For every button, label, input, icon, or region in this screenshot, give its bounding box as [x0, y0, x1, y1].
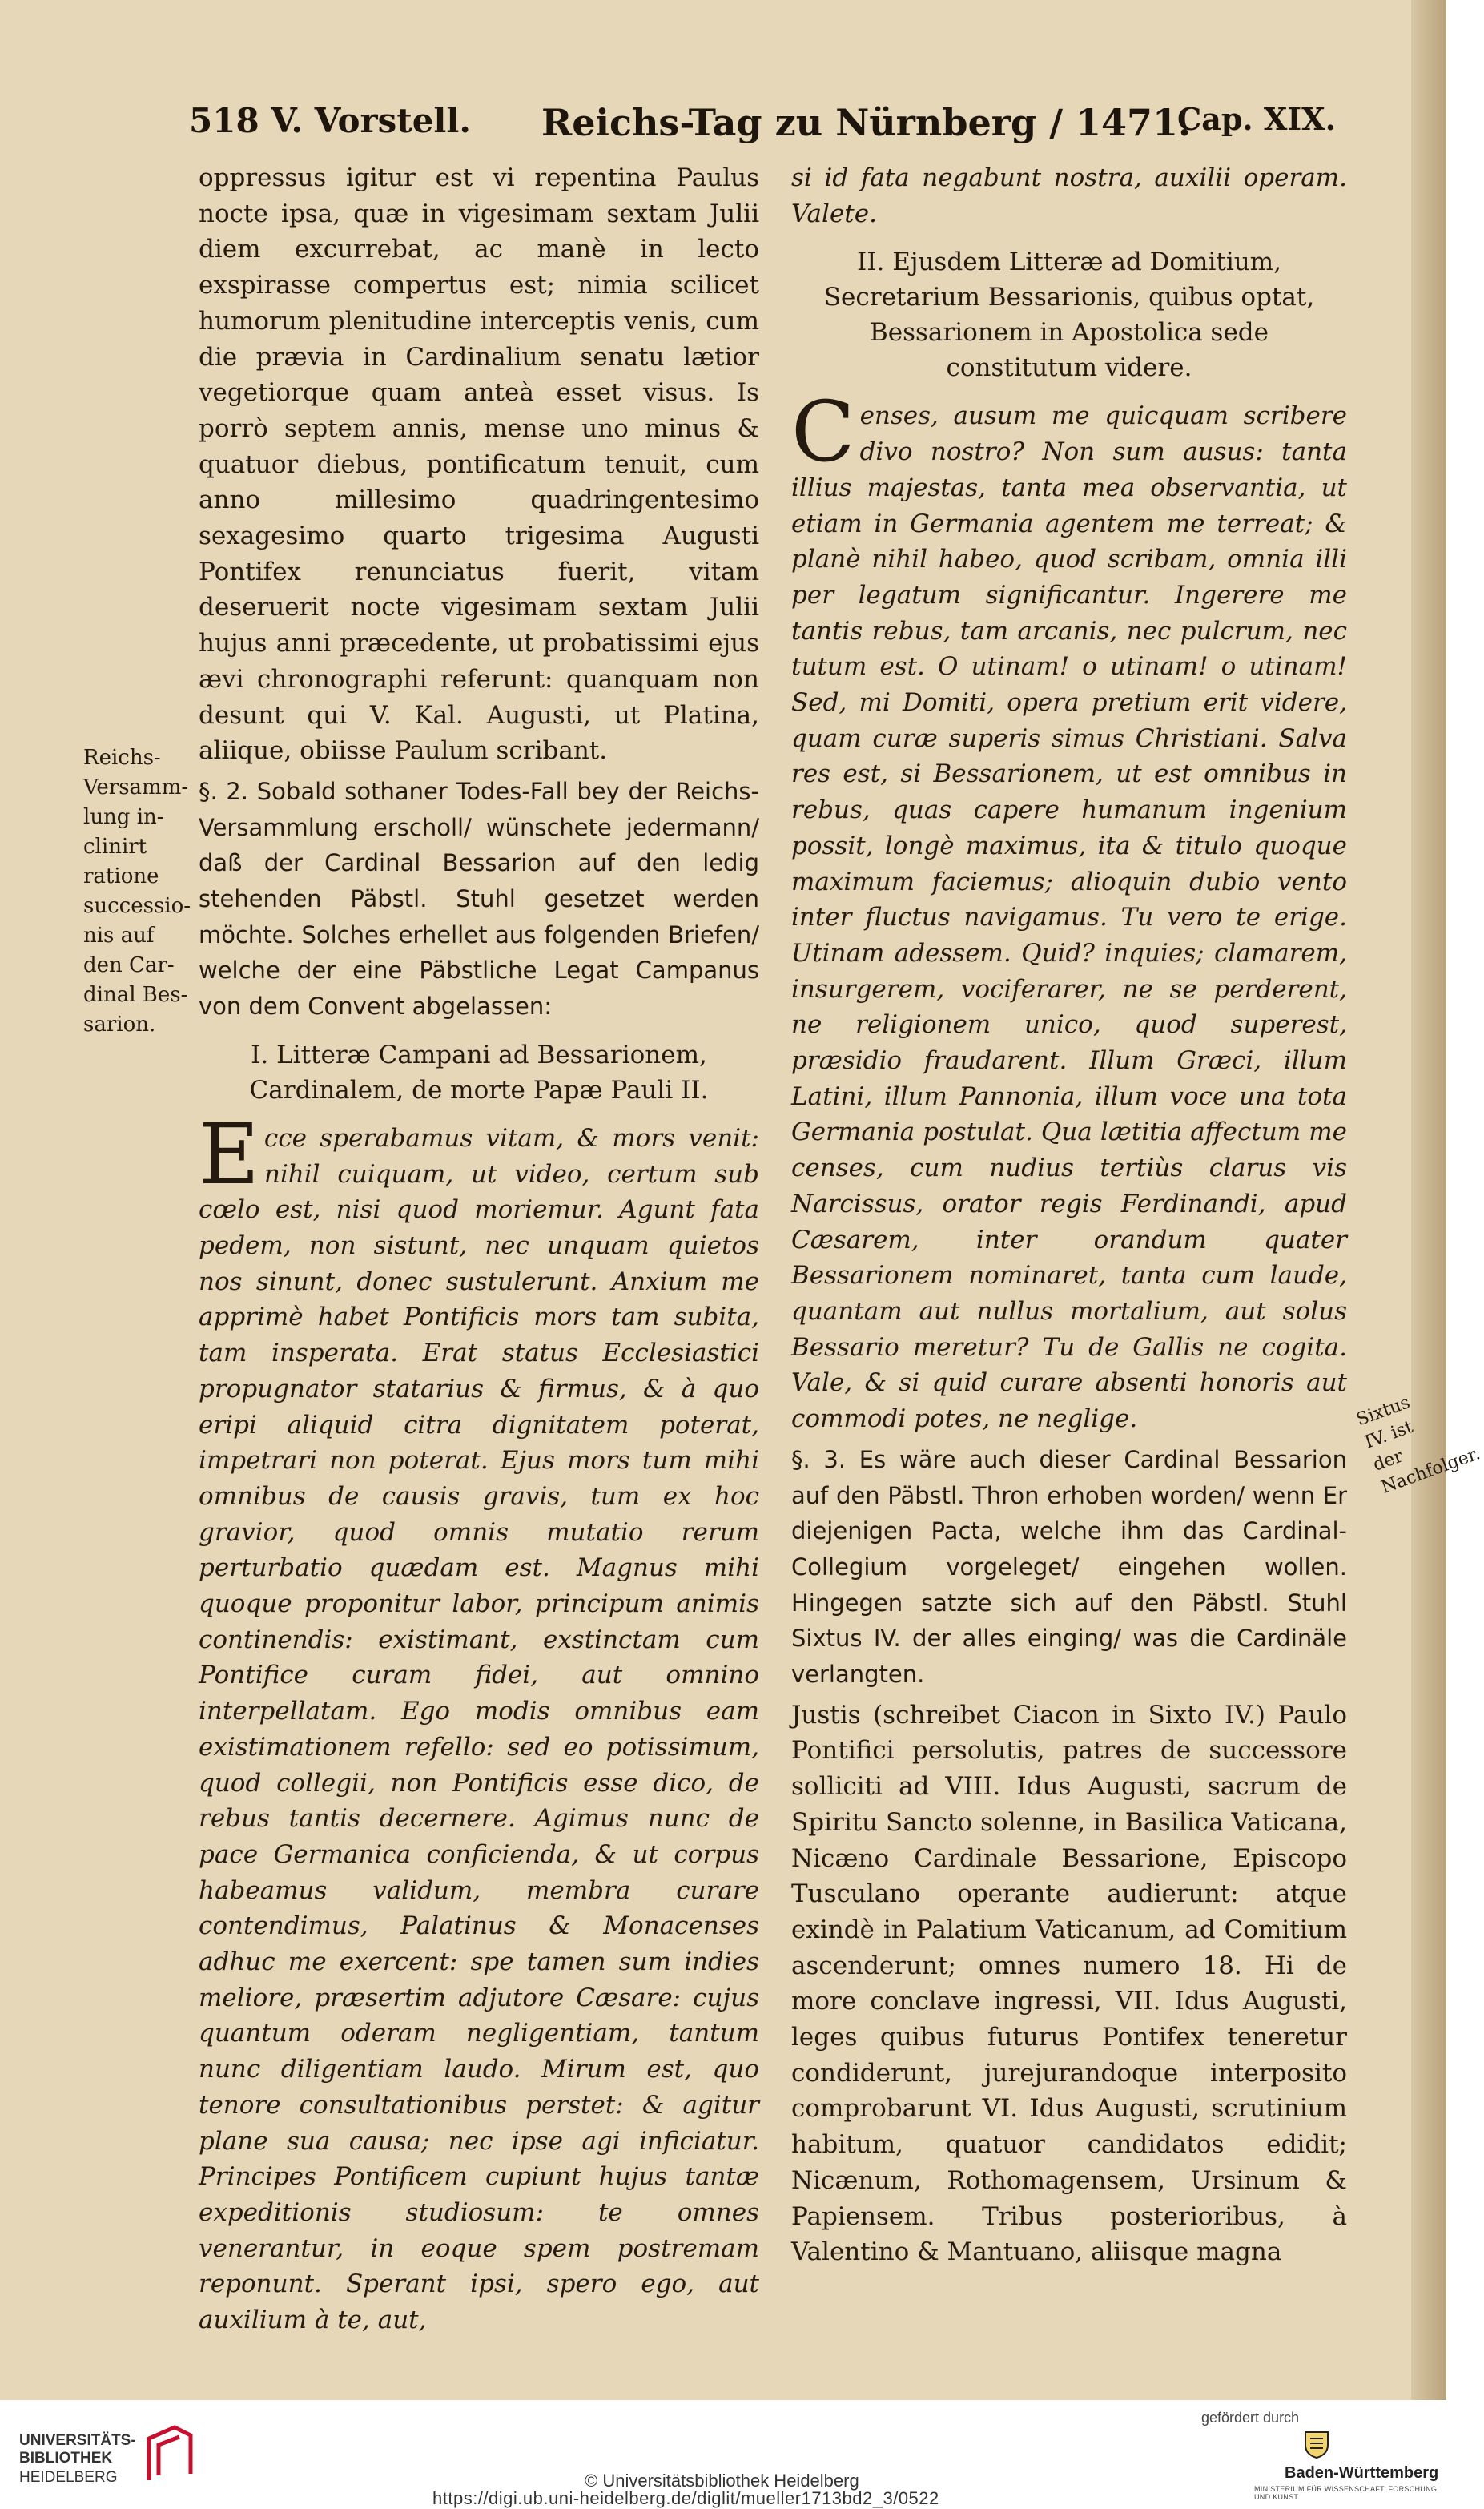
paragraph-section-2: §. 2. Sobald sothaner Todes-Fall bey der Reichs-Versammlung erscholl/ wünschete jedermann/ daß der Cardinal Bessarion auf den ledig stehenden Päbstl. Stuhl gesetzet werden möchte. Solches erhellet aus folgenden Briefen/ welche der eine Päbstliche Legat Campanus von dem Convent abgelassen: — [199, 777, 759, 1021]
letter-heading-2: II. Ejusdem Litteræ ad Domitium, Secretarium Bessarionis, quibus optat, Bessarionem in Apostolica sede constitutum videre. — [823, 248, 1315, 383]
right-margin-note: Sixtus IV. ist der Nachfolger. — [1353, 1392, 1483, 1498]
paragraph-intro: oppressus igitur est vi repentina Paulus nocte ipsa, quæ in vigesimam sextam Julii diem excurrebat, ac manè in lecto exspirasse compertus est; nimia scilicet humorum plenitudine interceptis venis, cum die prævia in Cardinalium senatu lætior vegetiorque quam anteà esset visus. Is porrò septem annis, mense uno minus & quatuor diebus, pontificatum tenuit, cum anno millesimo quadringentesimo sexagesimo quarto trigesima Augusti Pontifex renunciatus fuerit, vitam deseruerit nocte vigesimam sextam Julii hujus anni præcedente, ut probatissimi ejus ævi chronographi referunt: quanquam non desunt qui V. Kal. Augusti, ut Platina, aliique, obiisse Paulum scribant. — [199, 163, 759, 766]
copyright-text: © Universitätsbibliothek Heidelberg — [585, 2471, 859, 2491]
letter-1-ending: si id fata negabunt nostra, auxilii operam. Valete. — [791, 163, 1347, 228]
funded-by-label: gefördert durch — [1201, 2410, 1300, 2426]
right-column — [791, 160, 1347, 2275]
left-column — [199, 160, 759, 2343]
paragraph-ciacon-quote: Justis (schreibet Ciacon in Sixto IV.) Paulo Pontifici persolutis, patres de successore solliciti ad VIII. Idus Augusti, sacrum de Spiritu Sancto solenne, in Basilica Vaticana, Nicæno Cardinale Bessarione, Episcopo Tusculano operante audierunt: atque exindè in Palatium Vaticanum, ad Comitium ascenderunt; omnes numero 18. Hi de more conclave ingressi, VII. Idus Augusti, leges quibus futurus Pontifex teneretur condiderunt, jurejurandoque interposito comprobarunt VI. Idus Augusti, scrutinium habitum, quatuor candidatos edidit; Nicænum, Rothomagensem, Ursinum & Papiensem. Tribus posterioribus, à Valentino & Mantuano, aliisque magna — [791, 1700, 1347, 2267]
letter-heading-1: I. Litteræ Campani ad Bessarionem, Cardinalem, de morte Papæ Pauli II. — [249, 1040, 709, 1105]
chapter-label: Cap. XIX. — [1177, 101, 1336, 137]
footer-bar — [0, 2400, 1446, 2509]
permalink-url[interactable]: https://digi.ub.uni-heidelberg.de/diglit/mueller1713bd2_3/0522 — [432, 2488, 939, 2508]
running-title: Reichs-Tag zu Nürnberg / 1471. — [541, 101, 1192, 144]
letter-campanus-text: Ecce sperabamus vitam, & mors venit: nihil cuiquam, ut video, certum sub cœlo est, nisi quod moriemur. Agunt fata pedem, non sistunt, nec unquam quietos nos sinunt, donec sustulerunt. Anxium me apprimè habet Pontificis mors tam subita, tam insperata. Erat status Ecclesiastici propugnator statarius & firmus, & à quo eripi aliquid citra dignitatem poterat, impetrari non poterat. Ejus mors tum mihi omnibus de causis gravis, tum ex hoc gravior, quod omnis mutatio rerum perturbatio quædam est. Magnus mihi quoque proponitur labor, principum animis continendis: existimant, exstinctam cum Pontifice curam fidei, aut omnino interpellatam. Ego modis omnibus eam existimationem refello: sed eo potissimum, quod collegii, non Pontificis esse dico, de rebus tantis decernere. Agimus nunc de pace Germanica conficienda, & ut corpus habeamus validum, membra curare contendimus, Palatinus & Monacenses adhuc me exercent: spe tamen sum indies meliore, præsertim adjutore Cæsare: cujus quantum oderam negligentiam, tantum nunc diligentiam laudo. Mirum est, quo tenore consultationibus perstet: & agitur plane sua causa; nec ipse agi inficiatur. Principes Pontificem cupiunt hujus tantæ expeditionis studiosum: te omnes venerantur, in eoque spem postremam reponunt. Sperant ipsi, spero ego, aut auxilium à te, aut, — [199, 1105, 759, 2335]
letter-domitium-text: Censes, ausum me quicquam scribere divo nostro? Non sum ausus: tanta illius majestas, tanta mea observantia, ut etiam in Germania agentem me terreat; & planè nihil habeo, quod scribam, omnia illi per legatum significantur. Ingerere me tantis rebus, tam arcanis, nec pulcrum, nec tutum est. O utinam! o utinam! o utinam! Sed, mi Domiti, opera pretium erit videre, quam curæ superis simus Christiani. Salva res est, si Bessarionem, ut est omnibus in rebus, quas capere humanum ingenium possit, longè maximus, ita & titulo quoque maximum faciemus; alioquin dubio vento inter fluctus navigamus. Tu vero te erige. Utinam adessem. Quid? inquies; clamarem, insurgerem, vociferarer, ne se perderent, ne religionem unico, quod superest, præsidio fraudarent. Illum Græci, illum Latini, illum Pannonia, illum voce una tota Germania postulat. Qua lætitia affectum me censes, cum nudius tertiùs clarus vis Narcissus, orator regis Ferdinandi, apud Cæsarem, inter orandum quater Bessarionem nominaret, tanta cum laude, quantam aut nullus mortalium, aut solus Bessario meretur? Tu de Gallis ne cogita. Vale, & si quid curare absenti honoris aut commodi potes, ne neglige. — [791, 383, 1347, 1434]
funder-name: Baden-Württemberg — [1285, 2464, 1439, 2482]
library-logo-icon[interactable] — [144, 2424, 195, 2485]
funder-ministry: MINISTERIUM FÜR WISSENSCHAFT, FORSCHUNG UND KUNST — [1254, 2485, 1438, 2501]
left-margin-note: Reichs-Versamm-lung in- clinirt ratione successio- nis auf den Car- dinal Bes- sarion. — [83, 746, 191, 1037]
library-name: UNIVERSITÄTS- BIBLIOTHEK — [19, 2432, 136, 2467]
page-number: 518 V. Vorstell. — [189, 101, 471, 140]
library-city: HEIDELBERG — [19, 2469, 118, 2486]
book-spine-shadow — [1411, 0, 1446, 2400]
coat-of-arms-icon — [1299, 2427, 1334, 2459]
paragraph-section-3: §. 3. Es wäre auch dieser Cardinal Bessarion auf den Päbstl. Thron erhoben worden/ wenn Er diejenigen Pacta, welche ihm das Cardinal-Collegium vorgeleget/ eingehen wollen. Hingegen satzte sich auf den Päbstl. Stuhl Sixtus IV. der alles einging/ was die Cardinäle verlangten. — [791, 1445, 1347, 1689]
